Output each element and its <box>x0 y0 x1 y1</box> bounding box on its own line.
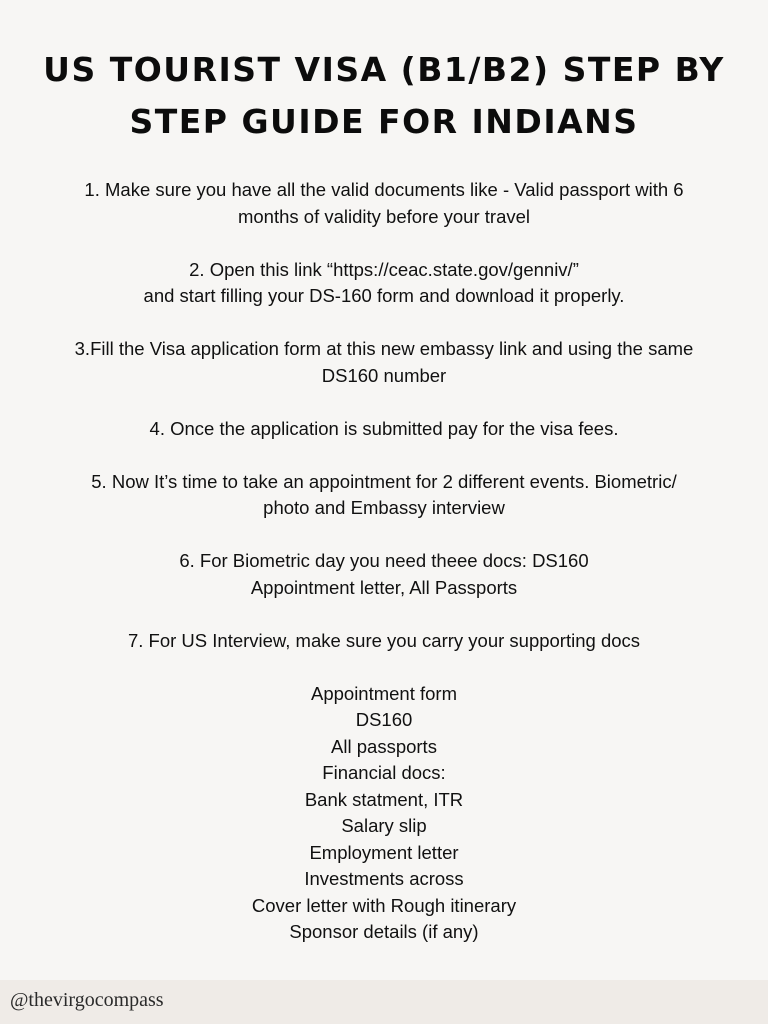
title-line-2: STEP GUIDE FOR INDIANS <box>129 102 639 141</box>
supporting-docs-list <box>30 681 738 946</box>
step-4 <box>30 416 738 443</box>
step-7 <box>30 628 738 655</box>
footer-bar <box>0 980 768 1024</box>
step-2 <box>30 257 738 310</box>
list-item: Cover letter with Rough itinerary <box>251 894 517 916</box>
step-5 <box>30 469 738 522</box>
step-6 <box>30 548 738 601</box>
list-item: Sponsor details (if any) <box>289 921 479 942</box>
step-6-line-2: Appointment letter, All Passports <box>250 576 518 598</box>
step-2-line-1: 2. Open this link “https://ceac.state.gov/genniv/” <box>189 258 579 280</box>
guide-content <box>30 177 738 946</box>
step-1 <box>30 177 738 230</box>
list-item: All passports <box>331 735 437 757</box>
step-2-line-2: and start filling your DS-160 form and download it properly. <box>143 285 625 306</box>
list-item: Bank statment, ITR <box>304 788 464 810</box>
step-5-line-2: photo and Embassy interview <box>263 497 505 518</box>
step-3-line-2: DS160 number <box>321 364 447 386</box>
list-item: Appointment form <box>310 682 457 704</box>
step-6-line-1: 6. For Biometric day you need theee docs: DS160 <box>179 550 589 571</box>
list-item: Salary slip <box>341 815 427 836</box>
step-5-line-1: 5. Now It’s time to take an appointment for 2 different events. Biometric/ <box>91 470 677 492</box>
list-item: Financial docs: <box>322 762 446 783</box>
social-handle: @thevirgocompass <box>10 989 164 1011</box>
step-7-line-1: 7. For US Interview, make sure you carry your supporting docs <box>127 629 641 651</box>
list-item: Investments across <box>304 868 464 889</box>
step-1-line-2: months of validity before your travel <box>237 205 531 227</box>
list-item: Employment letter <box>309 841 459 863</box>
step-4-line-1: 4. Once the application is submitted pay for the visa fees. <box>149 417 619 439</box>
title-line-1: US TOURIST VISA (B1/B2) STEP BY <box>43 50 725 89</box>
step-3 <box>30 336 738 389</box>
page-title <box>0 44 768 148</box>
step-3-line-1: 3.Fill the Visa application form at this new embassy link and using the same <box>74 338 694 359</box>
list-item: DS160 <box>355 709 413 730</box>
step-1-line-1: 1. Make sure you have all the valid documents like - Valid passport with 6 <box>84 179 684 200</box>
